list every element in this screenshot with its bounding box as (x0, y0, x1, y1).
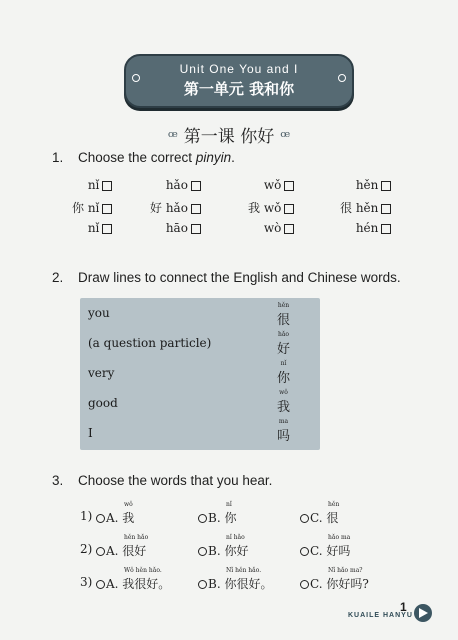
question-1-number: 1. (52, 150, 64, 165)
checkbox[interactable] (102, 204, 112, 214)
pinyin-option-text: hǎo (162, 178, 188, 192)
chinese-pinyin: wǒ (279, 389, 288, 396)
pinyin-option-text: wǒ (260, 178, 282, 192)
radio-circle[interactable] (198, 547, 207, 556)
pinyin-option[interactable] (246, 178, 294, 192)
checkbox[interactable] (284, 224, 294, 234)
choice-label: C. 很 (310, 511, 339, 525)
english-word[interactable]: very (88, 366, 115, 380)
chinese-word[interactable] (277, 360, 290, 386)
pinyin-option[interactable] (246, 199, 294, 216)
pinyin-option[interactable] (70, 178, 112, 192)
question-1-italic: pinyin (195, 150, 232, 165)
ornament-right-icon: ꟹ (280, 127, 291, 146)
choice-option-c[interactable] (300, 534, 351, 559)
choice-pinyin: nǐ (226, 501, 232, 508)
radio-circle[interactable] (300, 580, 309, 589)
checkbox[interactable] (191, 204, 201, 214)
checkbox[interactable] (284, 204, 294, 214)
choice-label: B. 你很好。 (208, 577, 273, 591)
question-1-text: Choose the correct (78, 150, 193, 165)
radio-circle[interactable] (96, 514, 105, 523)
pinyin-option-text: nǐ (84, 201, 100, 215)
radio-circle[interactable] (300, 514, 309, 523)
radio-circle[interactable] (96, 580, 105, 589)
choice-pinyin: hěn (328, 501, 340, 508)
choice-label: C. 你好吗? (310, 577, 369, 591)
choice-option-b[interactable] (198, 567, 273, 592)
unit-title-zh: 第一单元 我和你 (183, 80, 295, 98)
choice-option-a[interactable] (96, 534, 149, 559)
pinyin-option-text: hén (352, 221, 379, 235)
choice-pinyin: hǎo ma (328, 534, 351, 541)
pinyin-option[interactable] (338, 178, 391, 192)
question-2-text: Draw lines to connect the English and Chinese words. (78, 270, 401, 285)
chinese-pinyin: ma (278, 418, 289, 425)
chinese-character: 很 (276, 313, 290, 328)
pinyin-option[interactable] (338, 221, 391, 235)
english-word[interactable]: you (88, 306, 110, 320)
banner-dot-left (132, 74, 140, 82)
question-1-end: . (231, 150, 235, 165)
chinese-word[interactable] (277, 389, 290, 415)
choice-row-number: 1) (80, 509, 93, 523)
question-3-number: 3. (52, 473, 64, 488)
choice-option-a[interactable] (96, 501, 135, 526)
checkbox[interactable] (381, 181, 391, 191)
pinyin-option-hanzi: 我 (247, 201, 260, 215)
pinyin-option-hanzi: 很 (339, 201, 352, 215)
page-number: 1 (400, 600, 407, 614)
choice-option-a[interactable] (96, 567, 171, 592)
pinyin-option-text: wò (260, 221, 282, 235)
english-word[interactable]: I (88, 426, 93, 440)
checkbox[interactable] (102, 181, 112, 191)
choice-pinyin: Nǐ hǎo ma? (328, 567, 363, 574)
brand-footer: KUAILE HANYU (348, 612, 413, 619)
choice-pinyin: nǐ hǎo (226, 534, 245, 541)
pinyin-option[interactable] (148, 199, 201, 216)
chinese-character: 你 (276, 371, 290, 386)
choice-option-c[interactable] (300, 501, 340, 526)
pinyin-option-text: nǐ (84, 178, 100, 192)
lesson-title (0, 122, 458, 147)
choice-pinyin: hěn hǎo (124, 534, 149, 541)
lesson-title-text: 第一课 你好 (183, 127, 275, 147)
pinyin-option-text: hěn (352, 178, 379, 192)
choice-label: B. 你好 (208, 544, 249, 558)
choice-pinyin: Wǒ hěn hǎo. (124, 567, 162, 574)
matching-box (80, 298, 320, 450)
choice-option-b[interactable] (198, 534, 249, 559)
chinese-character: 好 (276, 342, 290, 357)
pinyin-option[interactable] (70, 199, 112, 216)
question-3 (52, 473, 272, 488)
radio-circle[interactable] (198, 514, 207, 523)
unit-banner (124, 54, 354, 108)
chinese-character: 我 (276, 400, 290, 415)
pinyin-option[interactable] (148, 178, 201, 192)
chinese-pinyin: nǐ (280, 360, 287, 367)
choice-label: B. 你 (208, 511, 237, 525)
checkbox[interactable] (102, 224, 112, 234)
ornament-left-icon: ꟹ (167, 127, 178, 146)
chinese-word[interactable] (277, 302, 290, 328)
english-word[interactable]: (a question particle) (88, 336, 212, 350)
choice-label: A. 我很好。 (106, 577, 171, 591)
pinyin-option-text: nǐ (84, 221, 100, 235)
choice-row-number: 2) (80, 542, 93, 556)
question-3-text: Choose the words that you hear. (78, 473, 273, 488)
question-2 (52, 270, 401, 285)
next-arrow-icon[interactable] (414, 604, 432, 622)
choice-pinyin: Nǐ hěn hǎo. (226, 567, 262, 574)
pinyin-option[interactable] (70, 221, 112, 235)
radio-circle[interactable] (300, 547, 309, 556)
pinyin-option-text: wǒ (260, 201, 282, 215)
radio-circle[interactable] (96, 547, 105, 556)
radio-circle[interactable] (198, 580, 207, 589)
banner-dot-right (338, 74, 346, 82)
checkbox[interactable] (191, 224, 201, 234)
pinyin-option-text: hāo (162, 221, 188, 235)
choice-row-number: 3) (80, 575, 93, 589)
question-2-number: 2. (52, 270, 64, 285)
checkbox[interactable] (191, 181, 201, 191)
checkbox[interactable] (381, 204, 391, 214)
choice-label: A. 我 (106, 511, 135, 525)
choice-pinyin: wǒ (124, 501, 133, 508)
pinyin-option-text: hǎo (162, 201, 188, 215)
pinyin-option[interactable] (148, 221, 201, 235)
pinyin-option-text: hěn (352, 201, 379, 215)
pinyin-option-hanzi: 你 (71, 201, 84, 215)
pinyin-option-hanzi: 好 (149, 201, 162, 215)
choice-option-c[interactable] (300, 567, 369, 592)
pinyin-option[interactable] (246, 221, 294, 235)
chinese-character: 吗 (276, 429, 290, 444)
pinyin-option[interactable] (338, 199, 391, 216)
chinese-word[interactable] (277, 331, 290, 357)
chinese-pinyin: hěn (277, 302, 290, 309)
choice-option-b[interactable] (198, 501, 237, 526)
chinese-pinyin: hǎo (277, 331, 290, 338)
question-1 (52, 150, 235, 165)
english-word[interactable]: good (88, 396, 118, 410)
checkbox[interactable] (381, 224, 391, 234)
choice-label: C. 好吗 (310, 544, 351, 558)
unit-title-en: Unit One You and I (179, 62, 299, 76)
checkbox[interactable] (284, 181, 294, 191)
chinese-word[interactable] (277, 418, 290, 444)
choice-label: A. 很好 (106, 544, 147, 558)
